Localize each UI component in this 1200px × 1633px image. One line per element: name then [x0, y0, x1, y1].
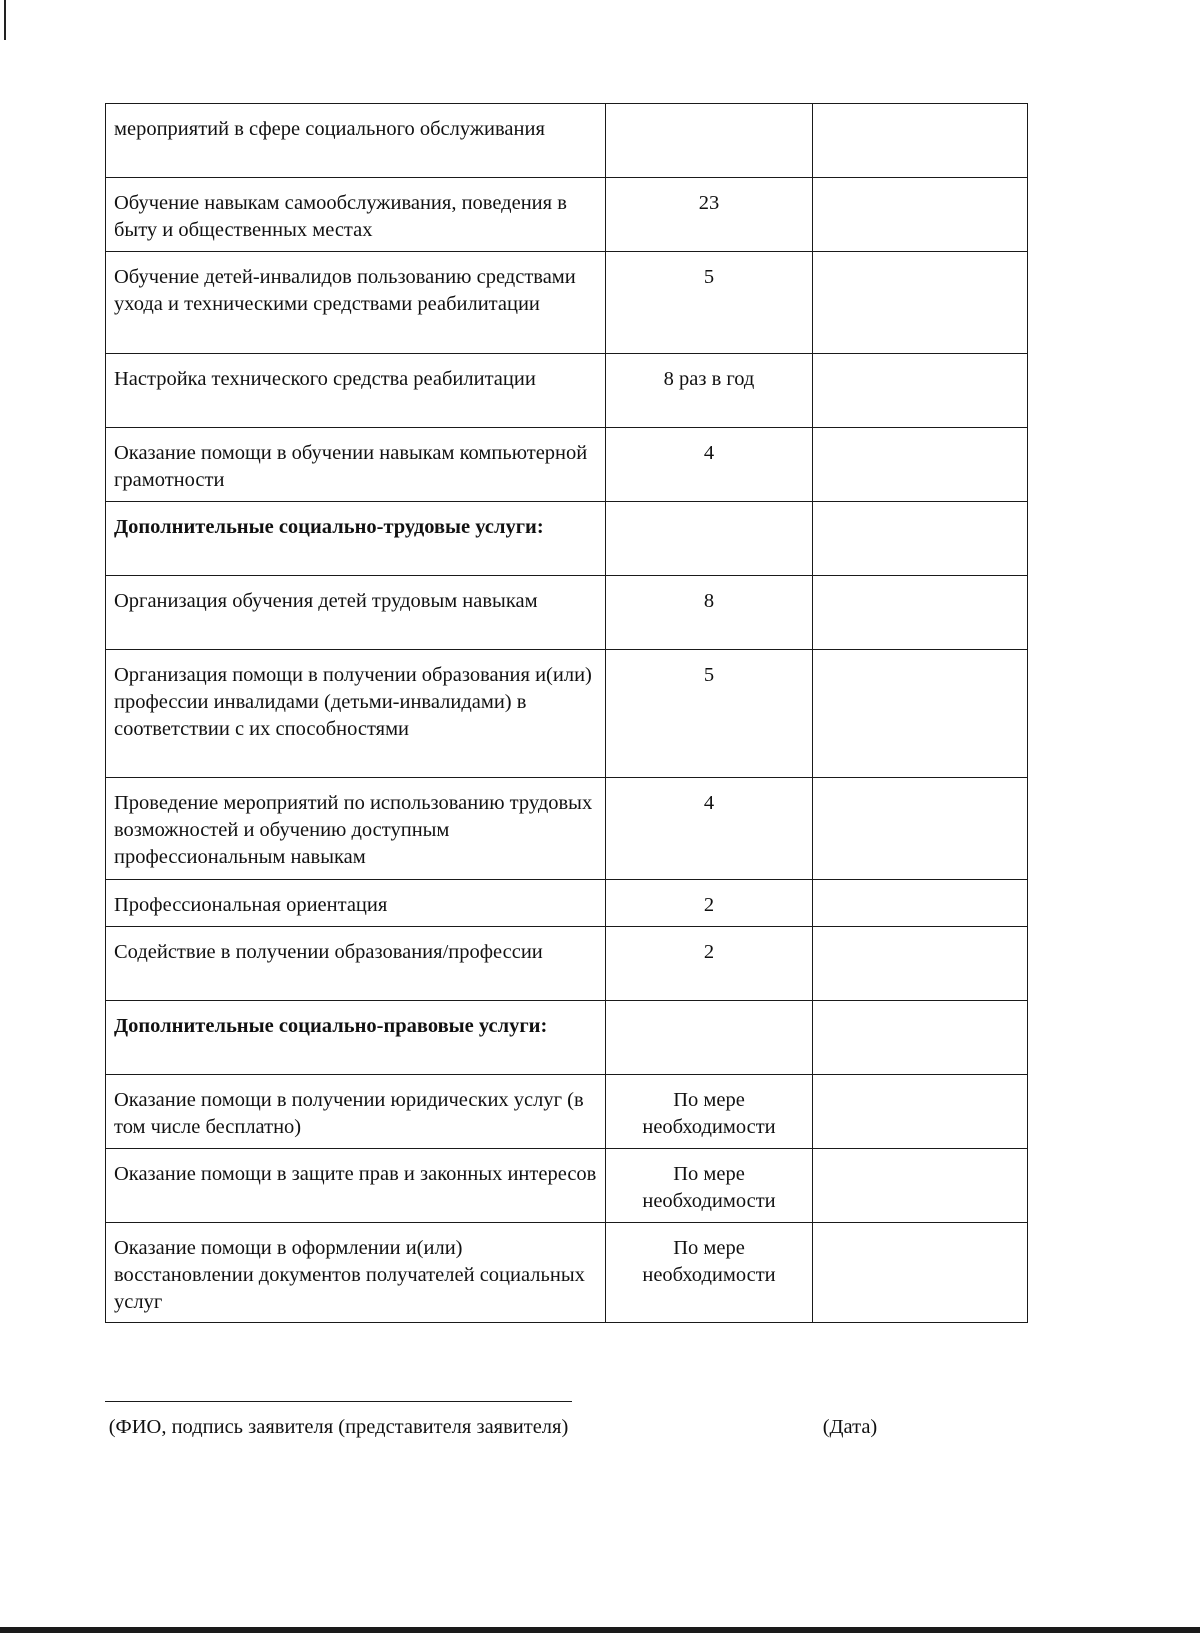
service-frequency-cell: По мере необходимости	[606, 1223, 813, 1323]
section-title-cell: Дополнительные социально-трудовые услуги:	[106, 502, 606, 576]
table-row	[106, 880, 1028, 927]
service-name-cell: Профессиональная ориентация	[106, 880, 606, 927]
table-row	[106, 252, 1028, 354]
service-extra-cell	[813, 1223, 1028, 1323]
service-extra-cell	[813, 880, 1028, 927]
section-header-row	[106, 502, 1028, 576]
service-name-cell: Обучение детей-инвалидов пользованию средствами ухода и техническими средствами реабилитации	[106, 252, 606, 354]
service-frequency-cell	[606, 104, 813, 178]
service-frequency-cell: 8 раз в год	[606, 354, 813, 428]
date-caption: (Дата)	[822, 1416, 878, 1438]
service-extra-cell	[813, 252, 1028, 354]
signature-line	[105, 1401, 572, 1402]
service-name-cell: Оказание помощи в получении юридических услуг (в том числе бесплатно)	[106, 1075, 606, 1149]
service-extra-cell	[813, 502, 1028, 576]
service-frequency-cell	[606, 502, 813, 576]
service-frequency-cell: По мере необходимости	[606, 1149, 813, 1223]
table-row	[106, 178, 1028, 252]
service-frequency-cell: 2	[606, 927, 813, 1001]
service-name-cell: Содействие в получении образования/профессии	[106, 927, 606, 1001]
service-name-cell: Организация обучения детей трудовым навыкам	[106, 576, 606, 650]
service-frequency-cell	[606, 1001, 813, 1075]
table-row	[106, 1149, 1028, 1223]
services-table-body	[106, 104, 1028, 1323]
service-frequency-cell: По мере необходимости	[606, 1075, 813, 1149]
service-extra-cell	[813, 576, 1028, 650]
scan-edge-bottom	[0, 1627, 1200, 1633]
service-frequency-cell: 23	[606, 178, 813, 252]
service-name-cell: Настройка технического средства реабилитации	[106, 354, 606, 428]
table-row	[106, 1075, 1028, 1149]
table-row	[106, 104, 1028, 178]
scan-edge	[4, 0, 6, 40]
service-extra-cell	[813, 1075, 1028, 1149]
service-extra-cell	[813, 354, 1028, 428]
table-row	[106, 428, 1028, 502]
service-extra-cell	[813, 1149, 1028, 1223]
table-row	[106, 650, 1028, 778]
section-header-row	[106, 1001, 1028, 1075]
service-name-cell: мероприятий в сфере социального обслуживания	[106, 104, 606, 178]
service-name-cell: Организация помощи в получении образования и(или) профессии инвалидами (детьми-инвалидами) в соответствии с их способностями	[106, 650, 606, 778]
service-frequency-cell: 4	[606, 778, 813, 880]
service-frequency-cell: 4	[606, 428, 813, 502]
service-name-cell: Проведение мероприятий по использованию трудовых возможностей и обучению доступным профессиональным навыкам	[106, 778, 606, 880]
service-name-cell: Обучение навыкам самообслуживания, поведения в быту и общественных местах	[106, 178, 606, 252]
service-frequency-cell: 5	[606, 650, 813, 778]
table-row	[106, 778, 1028, 880]
service-extra-cell	[813, 104, 1028, 178]
service-extra-cell	[813, 178, 1028, 252]
section-title-cell: Дополнительные социально-правовые услуги:	[106, 1001, 606, 1075]
table-row	[106, 927, 1028, 1001]
service-name-cell: Оказание помощи в обучении навыкам компьютерной грамотности	[106, 428, 606, 502]
services-table	[105, 103, 1028, 1323]
table-row	[106, 1223, 1028, 1323]
service-extra-cell	[813, 1001, 1028, 1075]
table-row	[106, 354, 1028, 428]
service-extra-cell	[813, 428, 1028, 502]
service-extra-cell	[813, 927, 1028, 1001]
service-extra-cell	[813, 778, 1028, 880]
service-name-cell: Оказание помощи в оформлении и(или) восстановлении документов получателей социальных услуг	[106, 1223, 606, 1323]
service-frequency-cell: 8	[606, 576, 813, 650]
signature-caption: (ФИО, подпись заявителя (представителя заявителя)	[108, 1416, 569, 1438]
service-frequency-cell: 2	[606, 880, 813, 927]
service-name-cell: Оказание помощи в защите прав и законных интересов	[106, 1149, 606, 1223]
table-row	[106, 576, 1028, 650]
service-extra-cell	[813, 650, 1028, 778]
service-frequency-cell: 5	[606, 252, 813, 354]
